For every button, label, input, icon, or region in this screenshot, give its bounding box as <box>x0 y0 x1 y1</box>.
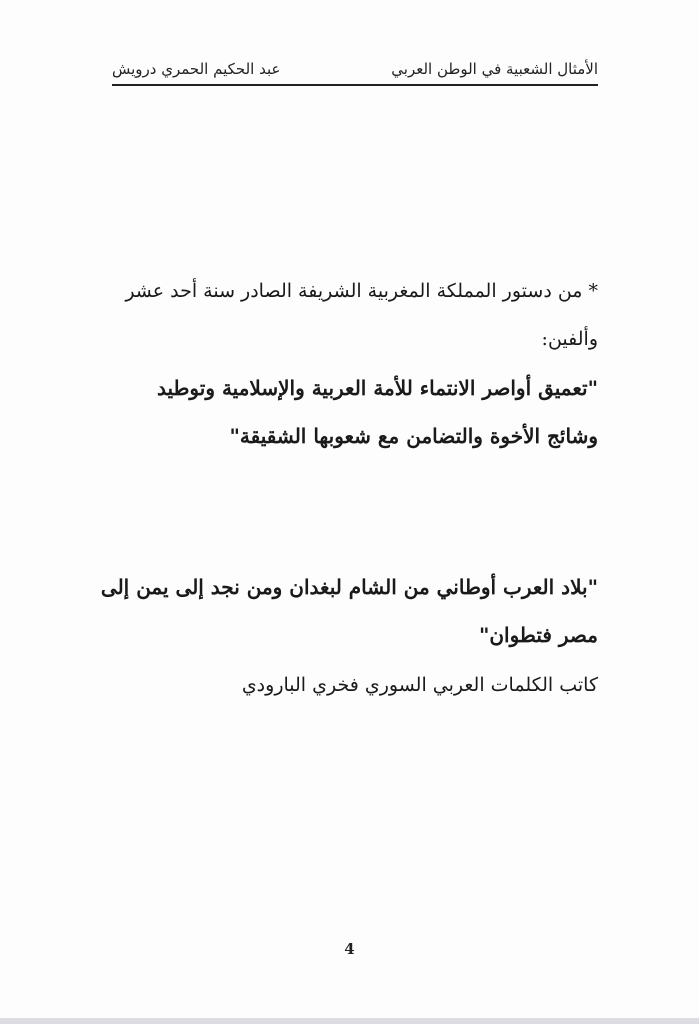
book-title: الأمثال الشعبية في الوطن العربي <box>391 60 598 78</box>
constitution-note-line-1: * من دستور المملكة المغربية الشريفة الصادر سنة أحد عشر <box>125 280 598 302</box>
poem-quote-line-2: مصر فتطوان" <box>478 623 598 647</box>
constitution-quote-line-2: وشائج الأخوة والتضامن مع شعوبها الشقيقة" <box>229 424 598 448</box>
page-header <box>112 56 598 86</box>
constitution-note-line-2: وألفين: <box>541 328 598 350</box>
page-number: 4 <box>344 940 355 958</box>
poem-quote-line-1: "بلاد العرب أوطاني من الشام لبغدان ومن نجد إلى يمن إلى <box>100 575 598 599</box>
author-name: عبد الحكيم الحمري درويش <box>112 60 281 78</box>
poem-attribution: كاتب الكلمات العربي السوري فخري البارودي <box>241 674 598 696</box>
constitution-quote-line-1: "تعميق أواصر الانتماء للأمة العربية والإسلامية وتوطيد <box>156 376 598 400</box>
header-divider <box>112 84 598 86</box>
page-bottom-edge <box>0 1018 699 1024</box>
